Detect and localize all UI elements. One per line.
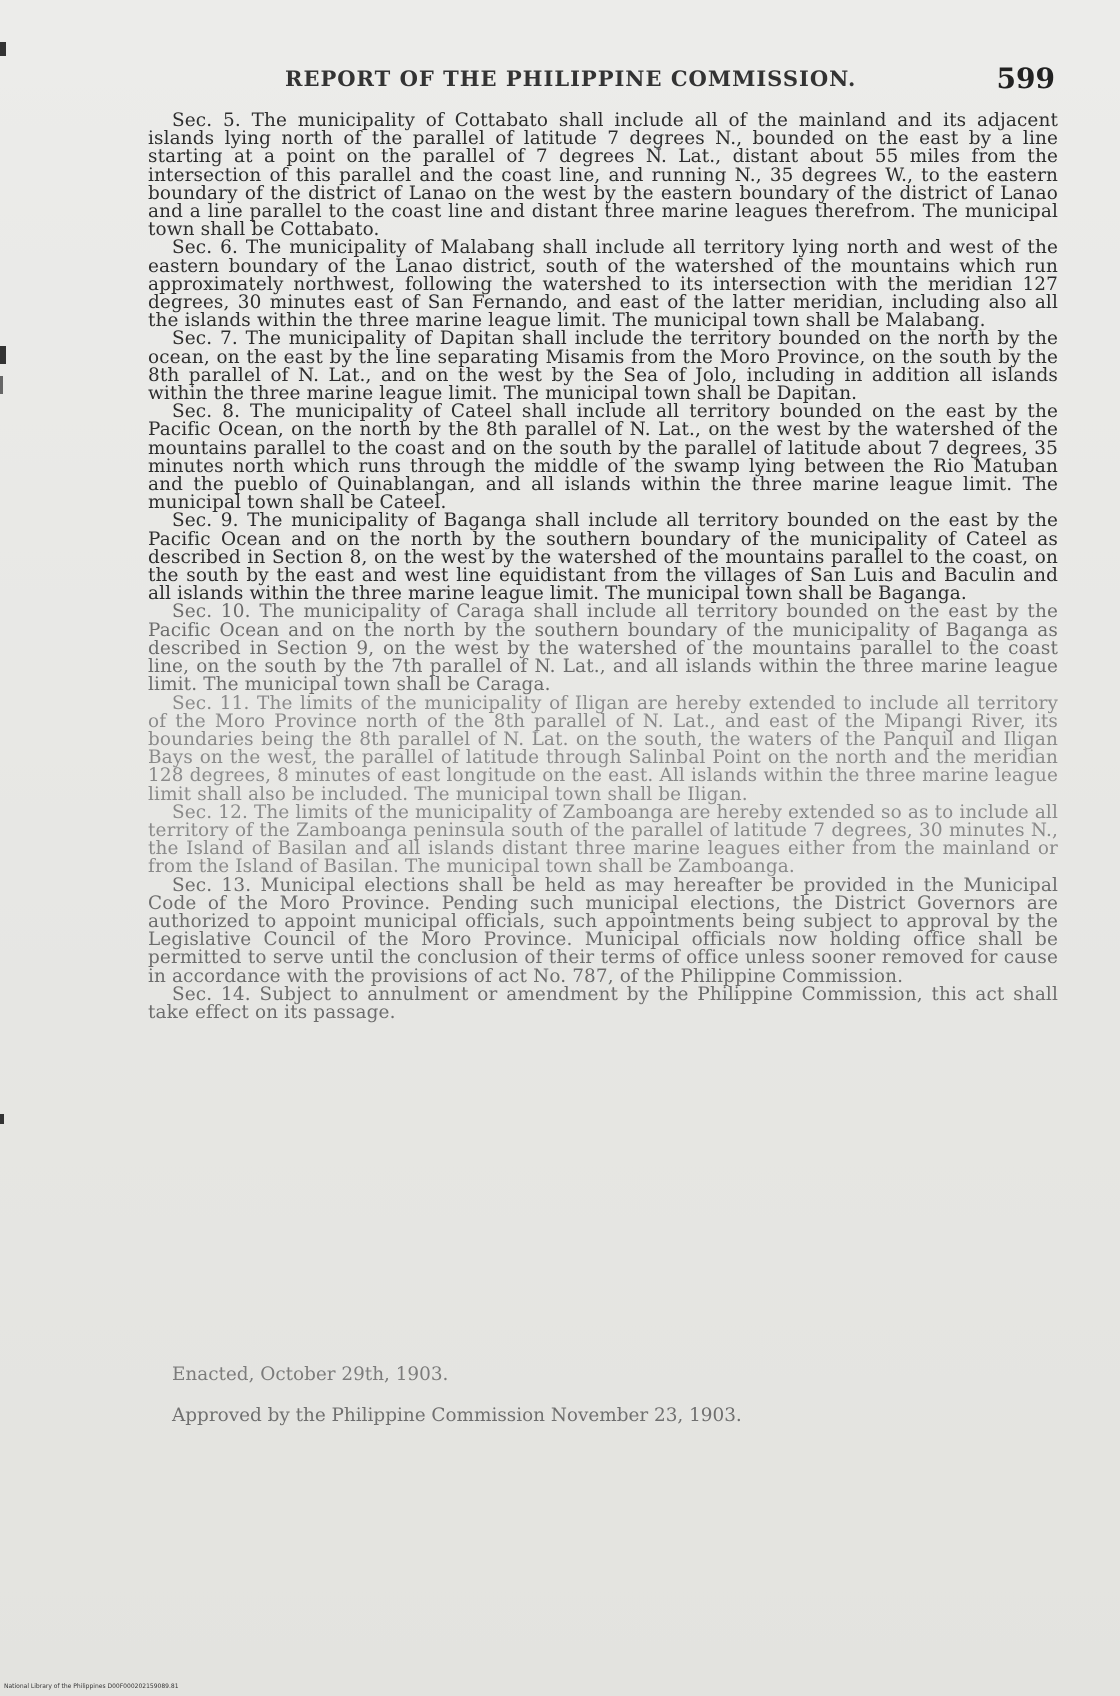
- section-12: Sec. 12. The limits of the municipality of Zamboanga are hereby extended so as to include all territory of the Zamboanga peninsula south of the parallel of latitude 7 degrees, 30 minutes N., the Island of Basilan and all islands distant three marine leagues either from the mainland or from the Island of Basilan. The municipal town shall be Zamboanga.: [148, 801, 1058, 878]
- section-8: Sec. 8. The municipality of Cateel shall include all territory bounded on the east by the Pacific Ocean, on the north by the 8th parallel of N. Lat., on the west by the watershed of the mountains parallel to the coast and on the south by the parallel of latitude about 7 degrees, 35 minutes north which runs through the middle of the swamp lying between the Rio Matuban and the pueblo of Quinablangan, and all islands within the three marine league limit. The municipal town shall be Cateel.: [148, 401, 1058, 514]
- section-14: Sec. 14. Subject to annulment or amendment by the Philippine Commission, this act shall take effect on its passage.: [148, 983, 1058, 1023]
- section-10: Sec. 10. The municipality of Caraga shall include all territory bounded on the east by the Pacific Ocean and on the north by the southern boundary of the municipality of Baganga as described in Section 9, on the west by the watershed of the mountains parallel to the coast line, on the south by the 7th parallel of N. Lat., and all islands within the three marine league limit. The municipal town shall be Caraga.: [148, 601, 1058, 696]
- approval-statement: Approved by the Philippine Commission November 23, 1903.: [172, 1405, 742, 1426]
- section-7: Sec. 7. The municipality of Dapitan shall include the territory bounded on the north by the ocean, on the east by the line separating Misamis from the Moro Province, on the south by the 8th parallel of N. Lat., and on the west by the Sea of Jolo, including in addition all islands within the three marine league limit. The municipal town shall be Dapitan.: [148, 328, 1058, 405]
- section-6: Sec. 6. The municipality of Malabang shall include all territory lying north and west of the eastern boundary of the Lanao district, south of the watershed of the mountains which run approximately northwest, following the watershed to its intersection with the meridian 127 degrees, 30 minutes east of San Fernando, and east of the latter meridian, including also all the islands within the three marine league limit. The municipal town shall be Malabang.: [148, 237, 1058, 332]
- running-title: REPORT OF THE PHILIPPINE COMMISSION.: [285, 66, 857, 91]
- section-5: Sec. 5. The municipality of Cottabato shall include all of the mainland and its adjacent islands lying north of the parallel of latitude 7 degrees N., bounded on the east by a line starting at a point on the parallel of 7 degrees N. Lat., distant about 55 miles from the intersection of this parallel and the coast line, and running N., 35 degrees W., to the eastern boundary of the district of Lanao on the west by the eastern boundary of the district of Lanao and a line parallel to the coast line and distant three marine leagues therefrom. The municipal town shall be Cottabato.: [148, 110, 1058, 241]
- enacted-date: Enacted, October 29th, 1903.: [172, 1364, 449, 1385]
- scan-footer: National Library of the Philippines D00F000202159089.81: [4, 1683, 179, 1690]
- binding-mark: [0, 376, 3, 394]
- binding-mark: [0, 42, 6, 56]
- section-11: Sec. 11. The limits of the municipality of Iligan are hereby extended to include all territory of the Moro Province north of the 8th parallel of N. Lat., and east of the Mipangi River, its boundaries being the 8th parallel of N. Lat. on the south, the waters of the Panquil and Iligan Bays on the west, the parallel of latitude through Salinbal Point on the north and the meridian 128 degrees, 8 minutes of east longitude on the east. All islands within the three marine league limit shall also be included. The municipal town shall be Iligan.: [148, 692, 1058, 805]
- binding-mark: [0, 1114, 4, 1124]
- section-9: Sec. 9. The municipality of Baganga shall include all territory bounded on the east by the Pacific Ocean and on the north by the southern boundary of the municipality of Cateel as described in Section 8, on the west by the watershed of the mountains parallel to the coast, on the south by the east and west line equidistant from the villages of San Luis and Baculin and all islands within the three marine league limit. The municipal town shall be Baganga.: [148, 510, 1058, 605]
- section-13: Sec. 13. Municipal elections shall be held as may hereafter be provided in the Municipal Code of the Moro Province. Pending such municipal elections, the District Governors are authorized to appoint municipal officials, such appointments being subject to approval by the Legislative Council of the Moro Province. Municipal officials now holding office shall be permitted to serve until the conclusion of their terms of office unless sooner removed for cause in accordance with the provisions of act No. 787, of the Philippine Commission.: [148, 874, 1058, 987]
- page-number: 599: [996, 62, 1055, 95]
- page-header: [150, 62, 1055, 102]
- binding-mark: [0, 346, 6, 364]
- act-body: [148, 112, 1058, 1022]
